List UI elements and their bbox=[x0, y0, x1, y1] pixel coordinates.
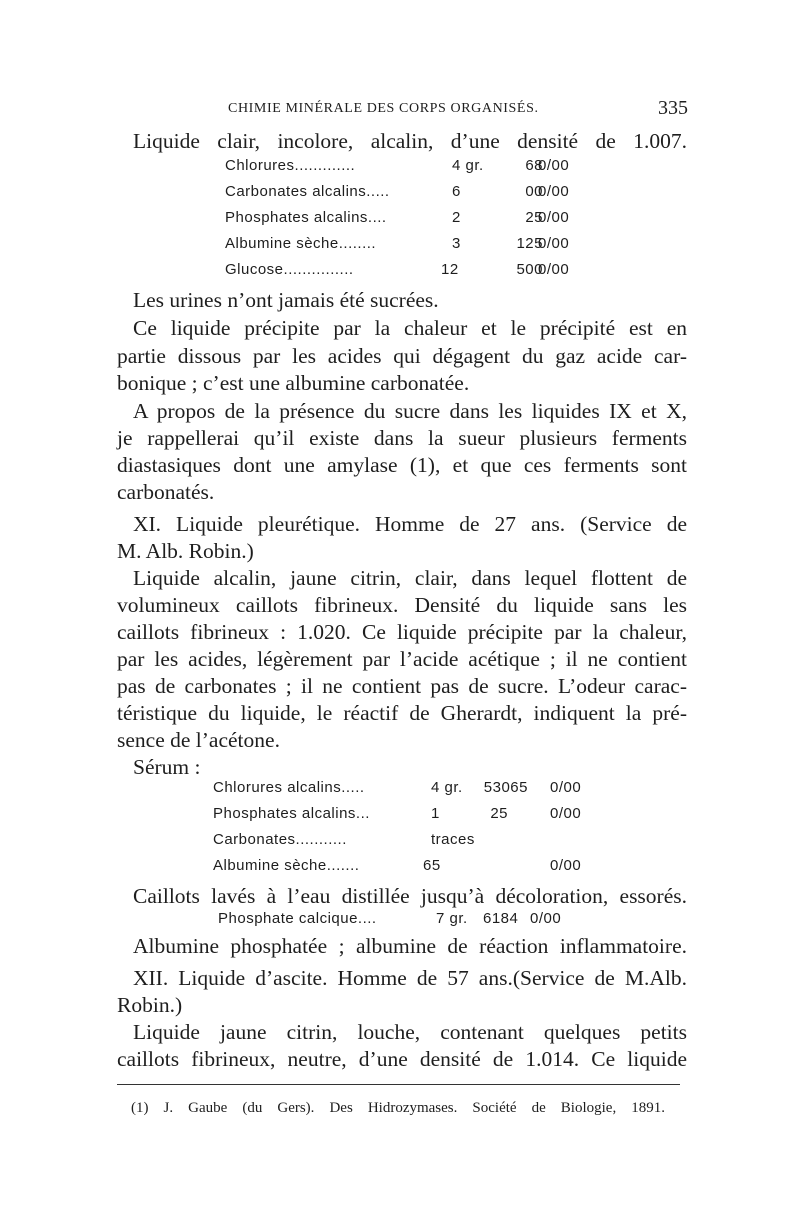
footnote-divider bbox=[117, 1084, 680, 1085]
running-title: CHIMIE MINÉRALE DES CORPS ORGANISÉS. bbox=[228, 101, 539, 116]
row-fraction: 53065 bbox=[483, 779, 528, 796]
row-label: Chlorures............. bbox=[225, 157, 356, 174]
section-heading-line: XII. Liquide d’ascite. Homme de 57 ans.(Service de M.Alb. bbox=[133, 966, 687, 990]
paragraph-line: Ce liquide précipite par la chaleur et le précipité est en bbox=[133, 316, 687, 340]
paragraph-line: partie dissous par les acides qui dégagent du gaz acide car- bbox=[117, 344, 687, 368]
row-whole: 2 bbox=[452, 209, 461, 226]
row-label: Chlorures alcalins..... bbox=[213, 779, 365, 796]
row-whole: 1 bbox=[431, 805, 440, 822]
section-heading-line: M. Alb. Robin.) bbox=[117, 539, 254, 563]
row-whole: 7 gr. bbox=[436, 910, 468, 927]
paragraph-line: Caillots lavés à l’eau distillée jusqu’à décoloration, essorés. bbox=[133, 884, 687, 908]
row-whole: 12 bbox=[441, 261, 459, 278]
row-whole: traces bbox=[431, 831, 475, 848]
running-header bbox=[218, 97, 688, 123]
paragraph-line: diastasiques dont une amylase (1), et que ces ferments sont bbox=[117, 453, 687, 477]
row-label: Albumine sèche........ bbox=[225, 235, 377, 252]
row-fraction: 25 bbox=[490, 805, 508, 822]
paragraph-line: sence de l’acétone. bbox=[117, 728, 280, 752]
row-whole: 4 gr. bbox=[452, 157, 484, 174]
row-whole: 3 bbox=[452, 235, 461, 252]
row-unit: 0/00 bbox=[550, 779, 582, 796]
paragraph-line: Albumine phosphatée ; albumine de réaction inflammatoire. bbox=[133, 934, 687, 958]
paragraph-line: caillots fibrineux : 1.020. Ce liquide précipite par la chaleur, bbox=[117, 620, 687, 644]
paragraph-line: je rappellerai qu’il existe dans la sueur plusieurs ferments bbox=[117, 426, 687, 450]
page-number: 335 bbox=[658, 97, 688, 119]
row-unit: 0/00 bbox=[538, 261, 570, 278]
paragraph-line: A propos de la présence du sucre dans les liquides IX et X, bbox=[133, 399, 687, 423]
row-fraction: 68 bbox=[525, 157, 543, 174]
row-unit: 0/00 bbox=[550, 857, 582, 874]
paragraph-line: pas de carbonates ; il ne contient pas de sucre. L’odeur carac- bbox=[117, 674, 687, 698]
row-unit: 0/00 bbox=[550, 805, 582, 822]
row-unit: 0/00 bbox=[538, 183, 570, 200]
paragraph-line: volumineux caillots fibrineux. Densité du liquide sans les bbox=[117, 593, 687, 617]
row-whole: 65 bbox=[423, 857, 441, 874]
paragraph-line: bonique ; c’est une albumine carbonatée. bbox=[117, 371, 470, 395]
paragraph-line: Liquide alcalin, jaune citrin, clair, dans lequel flottent de bbox=[133, 566, 687, 590]
row-label: Glucose............... bbox=[225, 261, 354, 278]
paragraph-line: Liquide jaune citrin, louche, contenant quelques petits bbox=[133, 1020, 687, 1044]
footnote: (1) J. Gaube (du Gers). Des Hidrozymases. Société de Biologie, 1891. bbox=[131, 1100, 665, 1116]
serum-label: Sérum : bbox=[133, 755, 201, 779]
row-label: Phosphates alcalins.... bbox=[225, 209, 387, 226]
row-unit: 0/00 bbox=[538, 157, 570, 174]
row-whole: 6 bbox=[452, 183, 461, 200]
row-fraction: 125 bbox=[516, 235, 543, 252]
paragraph-line: par les acides, légèrement par l’acide acétique ; il ne contient bbox=[117, 647, 687, 671]
row-label: Phosphate calcique.... bbox=[218, 910, 377, 927]
paragraph-line: carbonatés. bbox=[117, 480, 215, 504]
paragraph-line: caillots fibrineux, neutre, d’une densité de 1.014. Ce liquide bbox=[117, 1047, 687, 1071]
row-whole: 4 gr. bbox=[431, 779, 463, 796]
section-heading-line: Robin.) bbox=[117, 993, 183, 1017]
row-fraction: 25 bbox=[525, 209, 543, 226]
section-heading-line: XI. Liquide pleurétique. Homme de 27 ans. (Service de bbox=[133, 512, 687, 536]
row-label: Carbonates alcalins..... bbox=[225, 183, 390, 200]
row-label: Albumine sèche....... bbox=[213, 857, 360, 874]
row-unit: 0/00 bbox=[530, 910, 562, 927]
row-label: Phosphates alcalins... bbox=[213, 805, 370, 822]
intro-line: Liquide clair, incolore, alcalin, d’une densité de 1.007. bbox=[133, 129, 687, 153]
row-label: Carbonates........... bbox=[213, 831, 347, 848]
paragraph-line: Les urines n’ont jamais été sucrées. bbox=[133, 288, 439, 312]
paragraph-line: téristique du liquide, le réactif de Gherardt, indiquent la pré- bbox=[117, 701, 687, 725]
row-fraction: 00 bbox=[525, 183, 543, 200]
row-fraction: 500 bbox=[516, 261, 543, 278]
row-unit: 0/00 bbox=[538, 235, 570, 252]
row-fraction: 6184 bbox=[483, 910, 519, 927]
row-unit: 0/00 bbox=[538, 209, 570, 226]
